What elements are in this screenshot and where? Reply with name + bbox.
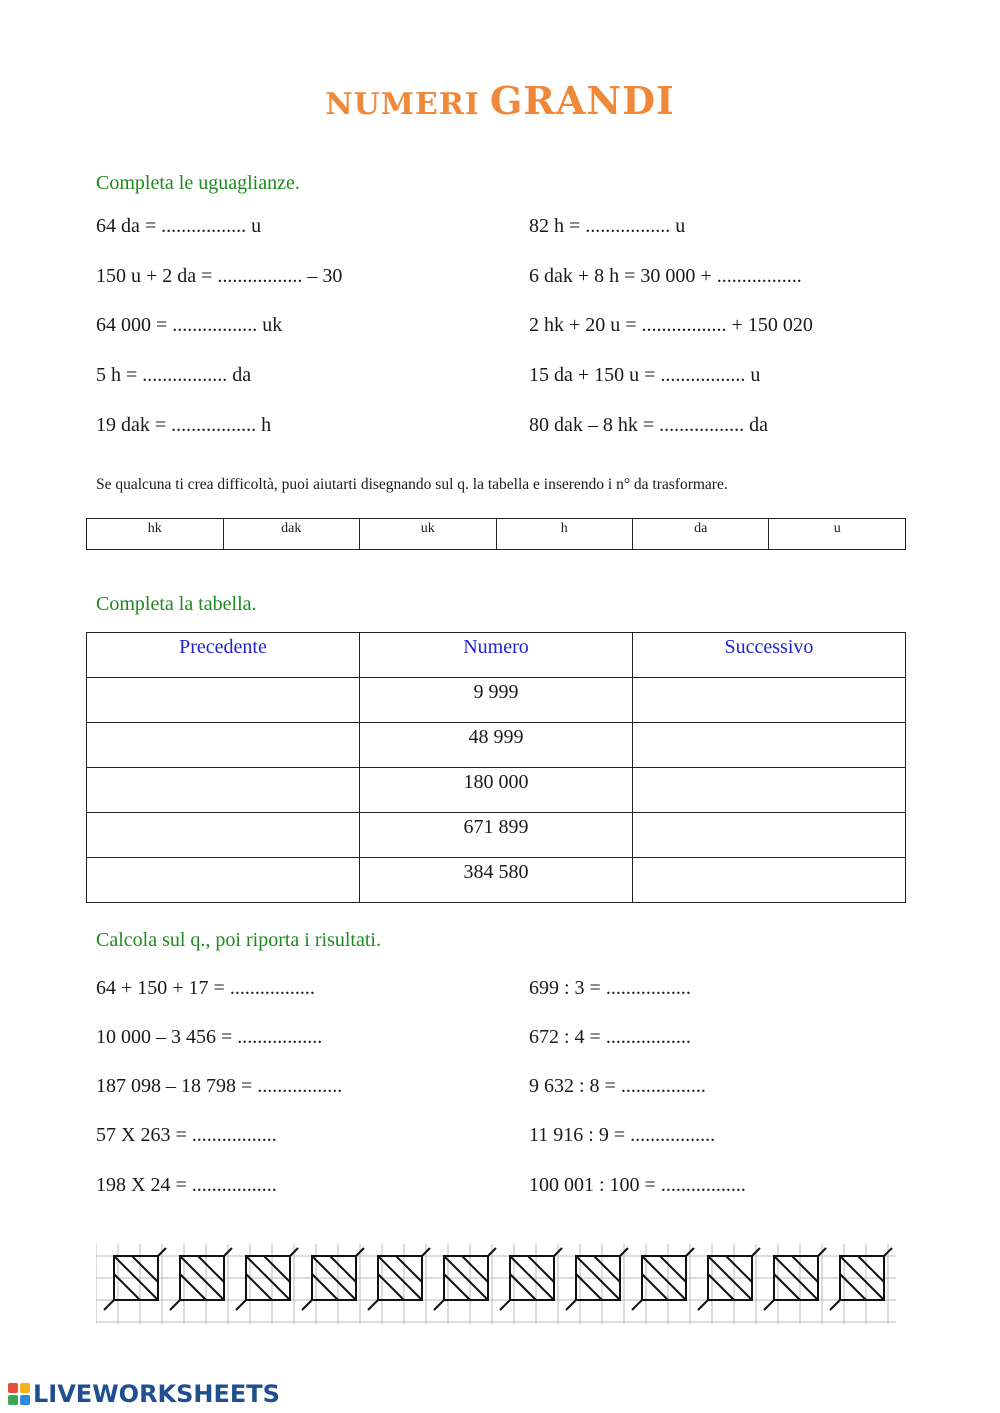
successivo-cell[interactable] [632,858,905,903]
numero-cell: 9 999 [360,678,633,723]
unit-u: u [769,519,906,550]
cube-drawing [566,1248,628,1310]
numero-cell: 180 000 [360,768,633,813]
equality-right-1[interactable]: 82 h = ................. u [529,215,686,237]
table-row [87,768,906,813]
cube-drawing [698,1248,760,1310]
liveworksheets-logo [8,1380,280,1408]
unit-dak: dak [223,519,360,550]
cube-drawing [830,1248,892,1310]
section-title-table: Completa la tabella. [96,593,257,615]
calc-right-3[interactable]: 9 632 : 8 = ................. [529,1075,706,1097]
calc-right-2[interactable]: 672 : 4 = ................. [529,1026,691,1048]
equality-left-2[interactable]: 150 u + 2 da = ................. – 30 [96,265,343,287]
unit-h: h [496,519,632,550]
header-precedente: Precedente [87,633,360,678]
calc-left-5[interactable]: 198 X 24 = ................. [96,1174,277,1196]
table-row [87,723,906,768]
cube-drawing [368,1248,430,1310]
calc-left-4[interactable]: 57 X 263 = ................. [96,1124,277,1146]
precedente-cell[interactable] [87,678,360,723]
cube-drawing [764,1248,826,1310]
section-title-calc: Calcola sul q., poi riporta i risultati. [96,929,381,951]
numero-cell: 384 580 [360,858,633,903]
title-word-grandi: GRANDI [489,78,675,123]
equality-left-3[interactable]: 64 000 = ................. uk [96,314,283,336]
title-word-numeri: NUMERI [325,87,480,122]
numero-cell: 671 899 [360,813,633,858]
cube-drawing [500,1248,562,1310]
successivo-cell[interactable] [632,723,905,768]
calc-left-3[interactable]: 187 098 – 18 798 = ................. [96,1075,343,1097]
precedente-cell[interactable] [87,768,360,813]
unit-hk: hk [87,519,224,550]
calc-right-5[interactable]: 100 001 : 100 = ................. [529,1174,746,1196]
equality-right-5[interactable]: 80 dak – 8 hk = ................. da [529,414,769,436]
cube-drawing [104,1248,166,1310]
equality-right-3[interactable]: 2 hk + 20 u = ................. + 150 020 [529,314,813,336]
logo-text: LIVEWORKSHEETS [33,1380,280,1408]
precedente-cell[interactable] [87,723,360,768]
section-title-equalities: Completa le uguaglianze. [96,172,300,194]
calc-right-4[interactable]: 11 916 : 9 = ................. [529,1124,716,1146]
table-header-row [87,633,906,678]
header-numero: Numero [360,633,633,678]
equality-right-4[interactable]: 15 da + 150 u = ................. u [529,364,761,386]
cube-drawing [632,1248,694,1310]
unit-uk: uk [360,519,497,550]
successivo-cell[interactable] [632,768,905,813]
equality-left-1[interactable]: 64 da = ................. u [96,215,262,237]
page-title [0,78,1000,123]
numero-cell: 48 999 [360,723,633,768]
successivo-cell[interactable] [632,678,905,723]
unit-da: da [632,519,769,550]
equality-left-5[interactable]: 19 dak = ................. h [96,414,272,436]
equality-left-4[interactable]: 5 h = ................. da [96,364,252,386]
logo-blocks-icon [8,1383,30,1405]
equality-right-2[interactable]: 6 dak + 8 h = 30 000 + ................. [529,265,802,287]
precedente-cell[interactable] [87,858,360,903]
header-successivo: Successivo [632,633,905,678]
table-row [87,678,906,723]
units-table [86,518,906,550]
cube-drawing [434,1248,496,1310]
cube-drawing [236,1248,298,1310]
table-row [87,858,906,903]
successivo-cell[interactable] [632,813,905,858]
calc-right-1[interactable]: 699 : 3 = ................. [529,977,691,999]
precedente-cell[interactable] [87,813,360,858]
decorative-grid-strip [96,1240,896,1328]
cube-drawing [170,1248,232,1310]
number-table [86,632,906,903]
calc-left-2[interactable]: 10 000 – 3 456 = ................. [96,1026,323,1048]
table-row [87,813,906,858]
help-note: Se qualcuna ti crea difficoltà, puoi aiutarti disegnando sul q. la tabella e inserendo i n° da trasformare. [96,476,728,493]
cube-drawing [302,1248,364,1310]
calc-left-1[interactable]: 64 + 150 + 17 = ................. [96,977,315,999]
